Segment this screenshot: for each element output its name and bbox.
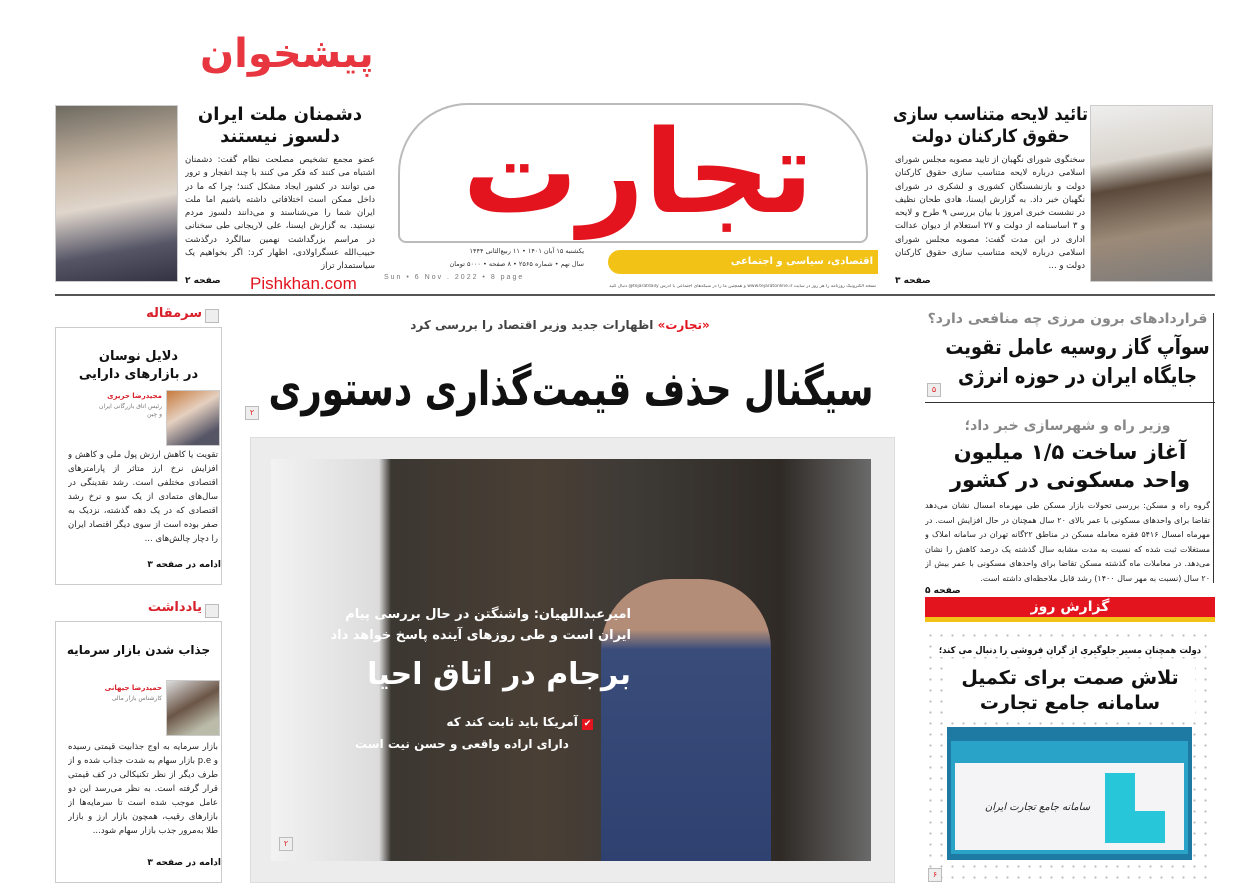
photo-page[interactable]: ۲ (279, 837, 293, 851)
main-photo (271, 459, 871, 861)
report-screenshot-logo-block-2 (1135, 811, 1165, 843)
masthead-logo: تجارت (462, 106, 814, 240)
watermark-logo: پیشخوان (200, 31, 374, 77)
top-left-body: عضو مجمع تشخیص مصلحت نظام گفت: دشمنان اشتباه می کنند که فکر می کنند با چند انفجار و ترور می توانند در کشور ایجاد مشکل کنند؛ چرا که ما در داخل ممکن است اختلافاتی داشته باشیم اما ملت ایران شما را می‌شناسند و می‌دانند دلسوز مردم نیستید. به گزارش ایسنا، علی لاریجانی طی سخنانی در مراسم بزرگداشت نهمین سالگرد درگذشت حبیب‌الله عسگراولادی، اظهار کرد: اگر بخواهیم یک سیاستمدار تراز (185, 155, 375, 272)
photo-sub-1-text: آمریکا باید ثابت کند که (446, 715, 578, 729)
editorial-author-role: رئیس اتاق بازرگانی ایران و چین (99, 403, 162, 418)
photo-kicker-1: امیرعبداللهیان: واشنگتن در حال بررسی پیام (345, 607, 631, 622)
report-kicker: دولت همچنان مسیر جلوگیری از گران فروشی را دنبال می کند؛ (935, 645, 1205, 657)
report-box (925, 630, 1215, 885)
photo-sub-1 (331, 715, 593, 730)
main-kicker-brand: «تجارت» (657, 318, 710, 332)
right-divider (925, 402, 1215, 403)
editorial-title-2[interactable]: در بازارهای دارایی (78, 367, 199, 382)
editorial-author-photo (166, 390, 220, 446)
editorial-author: مجیدرضا حریری (107, 392, 162, 400)
editorial-body: تقویت یا کاهش ارزش پول ملی و کاهش و افزایش نرخ ارز متاثر از پارامترهای اقتصادی مختلفی است. رشد نقدینگی در سال‌های متمادی از یک سو و نرخ رشد اقتصادی که در یک دهه گذشته، نزدیک به صفر بوده است از سوی دیگر اقتصاد ایران را دچار چالش‌های ... (68, 450, 218, 544)
report-screenshot (947, 727, 1192, 860)
masthead (384, 103, 888, 293)
right-column-rule (1213, 313, 1214, 583)
report-screenshot-title: سامانه جامع تجارت ایران (984, 802, 1091, 813)
top-right-page-ref[interactable]: صفحه ۳ (895, 276, 931, 286)
top-right-body: سخنگوی شورای نگهبان از تایید مصوبه مجلس شورای اسلامی درباره لایحه متناسب سازی حقوق کارکنان دولت و بازنشستگان کشوری و لشکری در شورای نگهبان خبر داد. به گزارش ایسنا، هادی طحان نظیف در نشست خبری امروز با بیان بررسی ۹ طرح و لایحه و ۳ اساسنامه از دولت و ۲۷ استعلام از دیوان عدالت اداری در این مدت گفت: مصوبه مجلس شورای اسلامی درباره لایحه متناسب سازی حقوق کارکنان دولت و ... (895, 155, 1085, 272)
report-section-label: گزارش روز (1030, 599, 1110, 615)
top-left-photo (55, 105, 178, 282)
main-kicker (300, 318, 820, 333)
report-screenshot-logo-block (1105, 773, 1135, 843)
masthead-date: یکشنبه ۱۵ آبان ۱۴۰۱ • ۱۱ ربیع‌الثانی ۱۴۴۴ (469, 247, 584, 255)
masthead-website-note[interactable]: نسخه الکترونیک روزنامه را هر روز در سایت www.tejaratonline.ir و همچنین ما را در شبکه‌های اجتماعی با آدرس tejaratdaily@ دنبال کنید (609, 284, 876, 289)
right2-body: گروه راه و مسکن: بررسی تحولات بازار مسکن طی مهرماه امسال نشان می‌دهد تقاضا برای واحدهای مسکونی با عمر بالای ۲۰ سال همچنان در حال افزایش است. در مهرماه امسال ۵۴۱۶ فقره معامله مسکن در مناطق ۲۲گانه تهران در سامانه املاک و مستغلات ثبت شده که نسبت به مدت مشابه سال گذشته یک درصد کاهش را نشان می‌دهد. در معاملات ماه گذشته مسکن تقاضا برای واحدهای مسکونی با عمر بیش از ۲۰ سال (نسبت به مهر سال ۱۴۰۰) رشد قابل ملاحظه‌ای داشته است. (925, 501, 1210, 583)
right1-page[interactable]: ۵ (927, 383, 941, 397)
note-author-role: کارشناس بازار مالی (111, 695, 162, 702)
right2-headline[interactable]: آغاز ساخت ۱/۵ میلیون واحد مسکونی در کشور (949, 440, 1191, 492)
main-kicker-text: اظهارات جدید وزیر اقتصاد را بررسی کرد (410, 318, 654, 332)
report-screenshot-navbar (951, 741, 1188, 759)
masthead-divider (55, 294, 1215, 296)
report-screenshot-body (951, 759, 1188, 854)
masthead-latin-date: Sun • 6 Nov . 2022 • 8 page (384, 274, 525, 281)
report-page[interactable]: ۶ (928, 868, 942, 882)
editorial-continued[interactable]: ادامه در صفحه ۳ (147, 560, 221, 570)
main-headline[interactable]: سیگنال حذف قیمت‌گذاری دستوری (268, 362, 874, 417)
photo-headline[interactable]: برجام در اتاق احیا (367, 657, 631, 692)
note-author-photo (166, 680, 220, 736)
photo-kicker-2: ایران است و طی روزهای آینده پاسخ خواهد داد (330, 628, 631, 643)
note-title[interactable]: جذاب شدن بازار سرمایه (66, 643, 211, 657)
right1-kicker: قراردادهای برون مرزی چه منافعی دارد؟ (927, 311, 1208, 327)
note-box (55, 621, 222, 883)
note-continued[interactable]: ادامه در صفحه ۳ (147, 858, 221, 868)
editorial-section-marker (205, 309, 219, 323)
note-author: حمیدرضا جیهانی (104, 684, 162, 692)
photo-sub-2: دارای اراده واقعی و حسن نیت است (355, 737, 569, 751)
note-body: بازار سرمایه به اوج جذابیت قیمتی رسیده و p.e بازار سهام به شدت جذاب شده و از طرف دیگر از نظر تکنیکالی در کف قیمتی قرار گرفته است. به نظر می‌رسد این دو عامل موجب شده است تا سرمایه‌ها از بازارهای رقیب، همچون بازار ارز و بازار طلا به‌مرور جذب بازار سهام شود... (68, 742, 218, 836)
note-section-label: یادداشت (147, 600, 202, 615)
top-left-headline[interactable]: دشمنان ملت ایران دلسوز نیستند (197, 104, 363, 147)
top-right-headline[interactable]: تائید لایحه متناسب سازی حقوق کارکنان دولت (893, 104, 1088, 147)
editorial-title-1[interactable]: دلایل نوسان (98, 349, 179, 364)
watermark-url: Pishkhan.com (250, 274, 357, 293)
note-section-marker (205, 604, 219, 618)
report-header (925, 597, 1215, 622)
top-right-photo (1090, 105, 1213, 282)
top-left-page-ref[interactable]: صفحه ۲ (185, 276, 221, 286)
checkmark-icon: ✔ (583, 719, 592, 729)
report-headline[interactable]: تلاش صمت برای تکمیل سامانه جامع تجارت (945, 666, 1195, 716)
editorial-section-label: سرمقاله (146, 306, 202, 321)
main-photo-frame (250, 437, 895, 883)
right1-headline[interactable]: سوآپ گاز روسیه عامل تقویت جایگاه ایران در حوزه انرژی (945, 335, 1210, 388)
editorial-box (55, 327, 222, 585)
right2-page[interactable]: صفحه ۵ (925, 586, 965, 597)
right2-kicker: وزیر راه و شهرسازی خبر داد؛ (964, 418, 1171, 434)
masthead-issue: سال نهم • شماره ۲۵۶۵ • ۸ صفحه • ۵۰۰۰ تومان (449, 260, 584, 268)
main-headline-page[interactable]: ۲ (245, 406, 259, 420)
masthead-tagline: اقتصادی، سیاسی و اجتماعی (730, 256, 873, 267)
